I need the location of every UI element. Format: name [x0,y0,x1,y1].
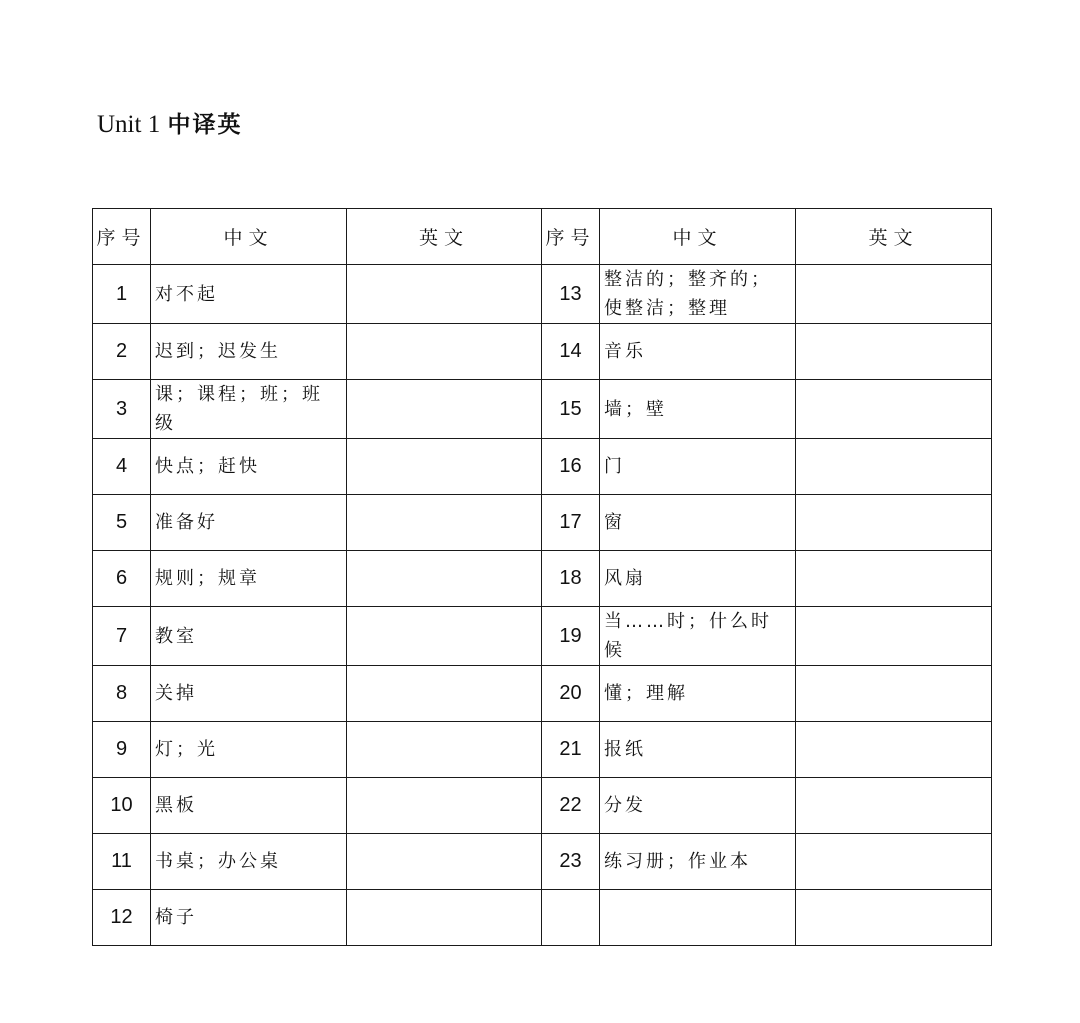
chinese-term: 窗 [600,495,796,551]
row-number: 1 [93,265,151,324]
row-number: 18 [542,551,600,607]
row-number: 9 [93,722,151,778]
row-number: 19 [542,607,600,666]
row-number: 8 [93,666,151,722]
chinese-term: 规则；规章 [151,551,347,607]
english-answer-cell[interactable] [347,722,542,778]
chinese-term: 对不起 [151,265,347,324]
table-header-row [93,209,992,265]
row-number: 3 [93,380,151,439]
english-answer-cell[interactable] [347,380,542,439]
english-answer-cell[interactable] [347,890,542,946]
english-answer-cell[interactable] [347,551,542,607]
header-chinese-right: 中文 [600,209,796,265]
title-subtitle: 中译英 [167,112,243,138]
english-answer-cell[interactable] [796,324,992,380]
table-row [93,666,992,722]
chinese-term: 教室 [151,607,347,666]
english-answer-cell[interactable] [796,666,992,722]
chinese-term: 当……时；什么时候 [600,607,796,666]
chinese-term: 分发 [600,778,796,834]
table-row [93,834,992,890]
header-english-right: 英文 [796,209,992,265]
row-number: 17 [542,495,600,551]
english-answer-cell[interactable] [796,495,992,551]
english-answer-cell[interactable] [796,439,992,495]
table-row [93,324,992,380]
english-answer-cell[interactable] [347,265,542,324]
row-number: 21 [542,722,600,778]
english-answer-cell[interactable] [796,890,992,946]
table-row [93,607,992,666]
english-answer-cell[interactable] [347,666,542,722]
chinese-term: 风扇 [600,551,796,607]
row-number: 14 [542,324,600,380]
chinese-term: 墙；壁 [600,380,796,439]
english-answer-cell[interactable] [347,778,542,834]
chinese-term: 椅子 [151,890,347,946]
page-title [97,108,243,142]
english-answer-cell[interactable] [796,265,992,324]
row-number [542,890,600,946]
row-number: 12 [93,890,151,946]
row-number: 13 [542,265,600,324]
chinese-term: 音乐 [600,324,796,380]
table-row [93,495,992,551]
english-answer-cell[interactable] [796,834,992,890]
chinese-term: 黑板 [151,778,347,834]
table-row [93,380,992,439]
row-number: 6 [93,551,151,607]
chinese-term: 灯；光 [151,722,347,778]
english-answer-cell[interactable] [347,324,542,380]
chinese-term: 整洁的；整齐的；使整洁；整理 [600,265,796,324]
table-row [93,551,992,607]
table-row [93,722,992,778]
chinese-term: 关掉 [151,666,347,722]
english-answer-cell[interactable] [347,439,542,495]
row-number: 16 [542,439,600,495]
table-row [93,890,992,946]
english-answer-cell[interactable] [347,495,542,551]
chinese-term: 报纸 [600,722,796,778]
english-answer-cell[interactable] [796,551,992,607]
row-number: 4 [93,439,151,495]
chinese-term: 练习册；作业本 [600,834,796,890]
table-row [93,265,992,324]
chinese-term: 快点；赶快 [151,439,347,495]
english-answer-cell[interactable] [796,778,992,834]
row-number: 23 [542,834,600,890]
english-answer-cell[interactable] [347,607,542,666]
english-answer-cell[interactable] [796,722,992,778]
chinese-term: 书桌；办公桌 [151,834,347,890]
row-number: 20 [542,666,600,722]
header-english-left: 英文 [347,209,542,265]
table-row [93,439,992,495]
row-number: 7 [93,607,151,666]
row-number: 22 [542,778,600,834]
header-number-left: 序号 [93,209,151,265]
header-chinese-left: 中文 [151,209,347,265]
english-answer-cell[interactable] [796,607,992,666]
table-row [93,778,992,834]
row-number: 10 [93,778,151,834]
chinese-term: 懂；理解 [600,666,796,722]
vocabulary-table [92,208,992,946]
chinese-term: 准备好 [151,495,347,551]
chinese-term: 门 [600,439,796,495]
unit-label: Unit 1 [97,111,161,138]
row-number: 11 [93,834,151,890]
chinese-term: 迟到；迟发生 [151,324,347,380]
english-answer-cell[interactable] [796,380,992,439]
english-answer-cell[interactable] [347,834,542,890]
row-number: 15 [542,380,600,439]
chinese-term [600,890,796,946]
row-number: 5 [93,495,151,551]
header-number-right: 序号 [542,209,600,265]
chinese-term: 课；课程；班；班级 [151,380,347,439]
row-number: 2 [93,324,151,380]
